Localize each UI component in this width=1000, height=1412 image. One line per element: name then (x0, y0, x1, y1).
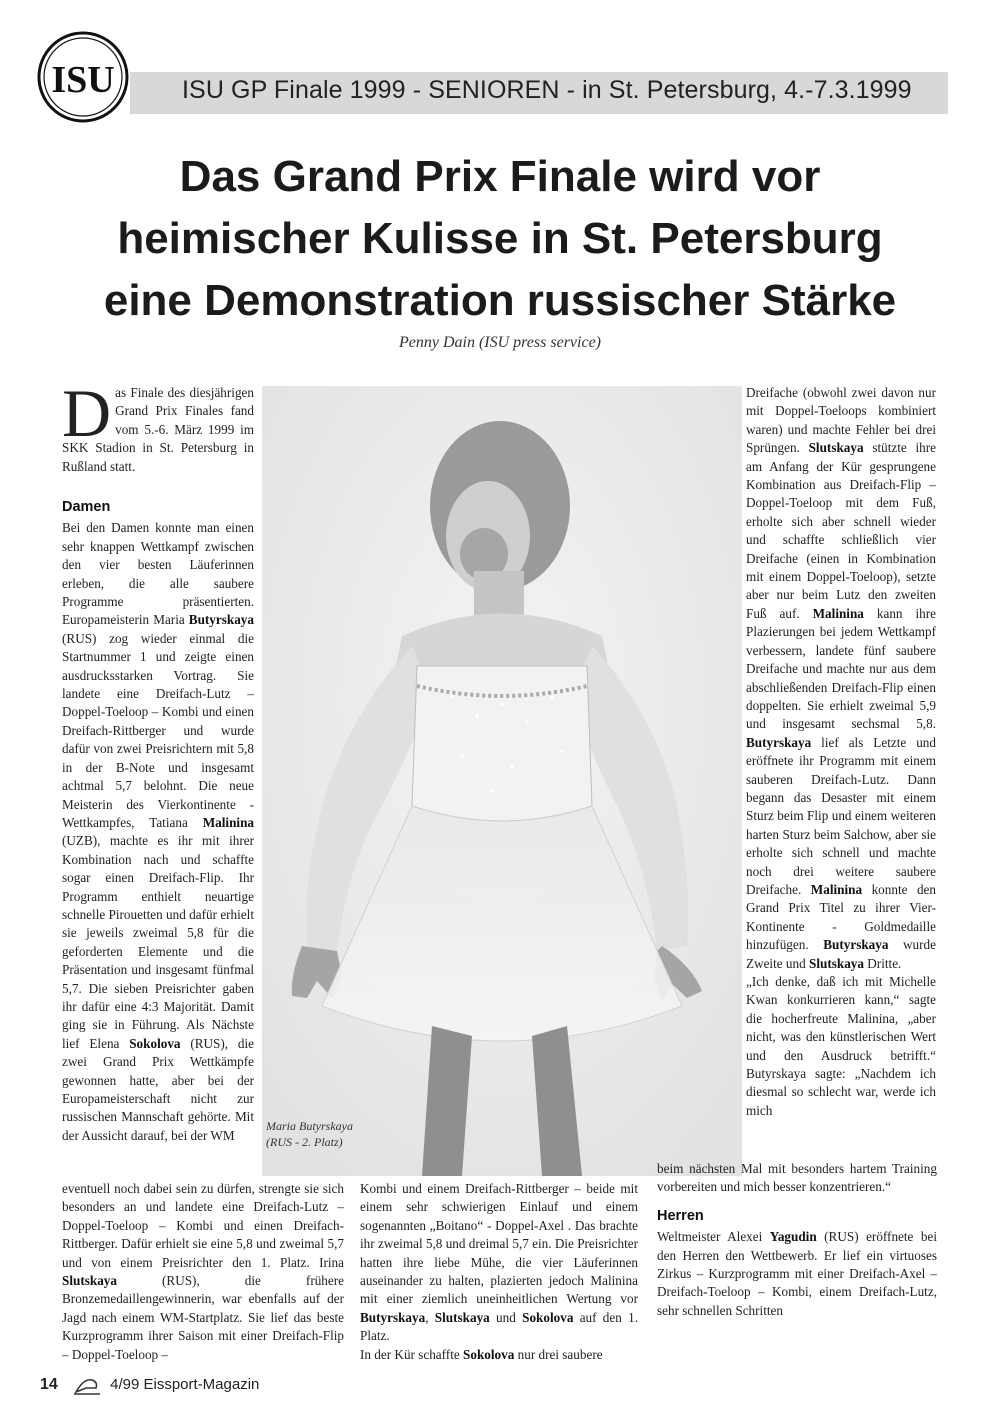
article-title (40, 146, 960, 332)
skater-emblem-icon (72, 1374, 102, 1396)
header-text: ISU GP Finale 1999 - SENIOREN - in St. Petersburg, 4.-7.3.1999 (182, 76, 912, 104)
caption-name: Maria Butyrskaya (266, 1119, 353, 1133)
title-line-3: eine Demonstration russischer Stärke (103, 276, 897, 325)
kuer-paragraph: Dreifache (obwohl zwei davon nur mit Doppel-Toeloops kombiniert waren) und machte Fehler bei drei Sprüngen. Slutskaya stützte ihre am Anfang der Kür gesprungene Kombination aus Dreifach-Flip – Doppel-Toeloop mit dem Fuß, erholte sich aber schnell wieder und schaffte schließlich vier Dreifache (einen in Kombination mit einem Doppel-Toeloop), setzte aber nur beim Lutz den zweiten Fuß auf. Malinina kann ihre Plazierungen bei jedem Wettkampf verbessern, landete fünf saubere Dreifache und machte nur aus dem abschließenden Dreifach-Flip einen doppelten. Sie erhielt zweimal 5,9 und insgesamt sechsmal 5,8. Butyrskaya lief als Letzte und eröffnete ihr Programm mit einem sauberen Dreifach-Lutz. Dann begann das Desaster mit einem Sturz beim Flip und einem weiteren harten Sturz beim Salchow, aber sie erholte sich schnell und machte noch drei weitere saubere Dreifache. Malinina konnte den Grand Prix Titel zu ihrer Vier-Kontinente - Goldmedaille hinzufügen. Butyrskaya wurde Zweite und Slutskaya Dritte. (746, 385, 937, 971)
magazine-issue: 4/99 Eissport-Magazin (110, 1375, 260, 1393)
title-line-2: heimischer Kulisse in St. Petersburg (117, 214, 883, 263)
title-line-1: Das Grand Prix Finale wird vor (179, 152, 821, 201)
author-byline: Penny Dain (ISU press service) (398, 334, 601, 351)
column-3-bottom (657, 1160, 937, 1320)
herren-paragraph: Weltmeister Alexei Yagudin (RUS) eröffnete bei den Herren den Wettbewerb. Er lief ein virtuoses Zirkus – Kurzprogramm mit einer Dreifach-Axel – Dreifach-Toeloop – Kombi, einem Dreifach-Lutz, sehr schnellen Schritten (657, 1229, 937, 1318)
logo-text: ISU (51, 59, 115, 101)
intro-paragraph (62, 375, 254, 476)
photo-caption (266, 1118, 353, 1150)
isu-logo (36, 30, 130, 124)
column-1-bottom: eventuell noch dabei sein zu dürfen, strengte sie sich besonders an und landete eine Dreifach-Lutz – Doppel-Toeloop – Kombi und einen Dreifach-Rittberger. Dafür erhielt sie eine 5,8 und zweimal 5,7 und von einem Preisrichter den 1. Platz. Irina Slutskaya (RUS), die frühere Bronzemedaillengewinnerin, war ebenfalls auf der Jagd nach einem WM-Startplatz. Sie lief das beste Kurzprogramm ihrer Saison mit einer Dreifach-Flip – Doppel-Toeloop – (62, 1181, 344, 1362)
skater-photo (262, 386, 742, 1176)
drop-cap: D (62, 375, 112, 451)
page-number: 14 (40, 1375, 58, 1393)
damen-paragraph: Bei den Damen konnte man einen sehr knappen Wettkampf zwischen den vier besten Läuferinnen erleben, die alle saubere Programme präsentierten. Europameisterin Maria Butyrskaya (RUS) zog wieder einmal die Startnummer 1 und zeigte einen ausdrucksstarken Vortrag. Sie landete eine Dreifach-Lutz – Doppel-Toeloop – Kombi und einen Dreifach-Rittberger und wurde dafür von zwei Preisrichtern mit 5,8 in der B-Note und insgesamt achtmal 5,7 belohnt. Die neue Meisterin des Vierkontinente - Wettkampfes, Tatiana Malinina (UZB), machte es ihr mit ihrer Kombination nach und schaffte sogar einen Dreifach-Flip. Ihr Programm enthielt neuartige schnelle Pirouetten und dafür erhielt sie jeweils zweimal 5,8 für die geforderten Elemente und die Präsentation und insgesamt fünfmal 5,7. Die sieben Preisrichter gaben ihr dafür eine 4:3 Majorität. Damit ging sie in Führung. Als Nächste lief Elena Sokolova (RUS), die zwei Grand Prix Wettkämpfe gewonnen hatte, aber bei der Europameisterschaft nicht zur russischen Mannschaft gehörte. Mit der Aussicht darauf, bei der WM (62, 520, 254, 1143)
quote-continuation: beim nächsten Mal mit besonders hartem Training vorbereiten und mich besser konzentrieren.“ (657, 1161, 937, 1195)
column-3 (746, 384, 936, 1120)
page-footer (40, 1374, 259, 1396)
section-heading-damen: Damen (62, 499, 111, 515)
intro-text: as Finale des diesjährigen Grand Prix Finales fand vom 5.-6. März 1999 im SKK Stadion in St. Petersburg in Rußland statt. (62, 385, 254, 474)
caption-placement: (RUS - 2. Platz) (266, 1135, 343, 1149)
column-1 (62, 488, 254, 1145)
column-2-bottom: Kombi und einem Dreifach-Rittberger – beide mit einem sehr schwierigen Einlauf und einem sogenannten „Boitano“ - Doppel-Axel . Das brachte ihr zweimal 5,8 und dreimal 5,7 ein. Die Preisrichter hatten ihre liebe Mühe, die vier Läuferinnen auseinander zu halten, plazierten jedoch Malinina mit einer ziemlich uneinheitlichen Wertung vor Butyrskaya, Slutskaya und Sokolova auf den 1. Platz. In der Kür schaffte Sokolova nur drei saubere (360, 1181, 639, 1362)
section-heading-herren: Herren (657, 1207, 704, 1224)
quote-paragraph: „Ich denke, daß ich mit Michelle Kwan konkurrieren kann,“ sagte die hocherfreute Malinina, „aber nicht, was den künstlerischen Wert und den Ausdruck betrifft.“ Butyrskaya sagte: „Nachdem ich diesmal so schlecht war, werde ich mich (746, 974, 936, 1118)
